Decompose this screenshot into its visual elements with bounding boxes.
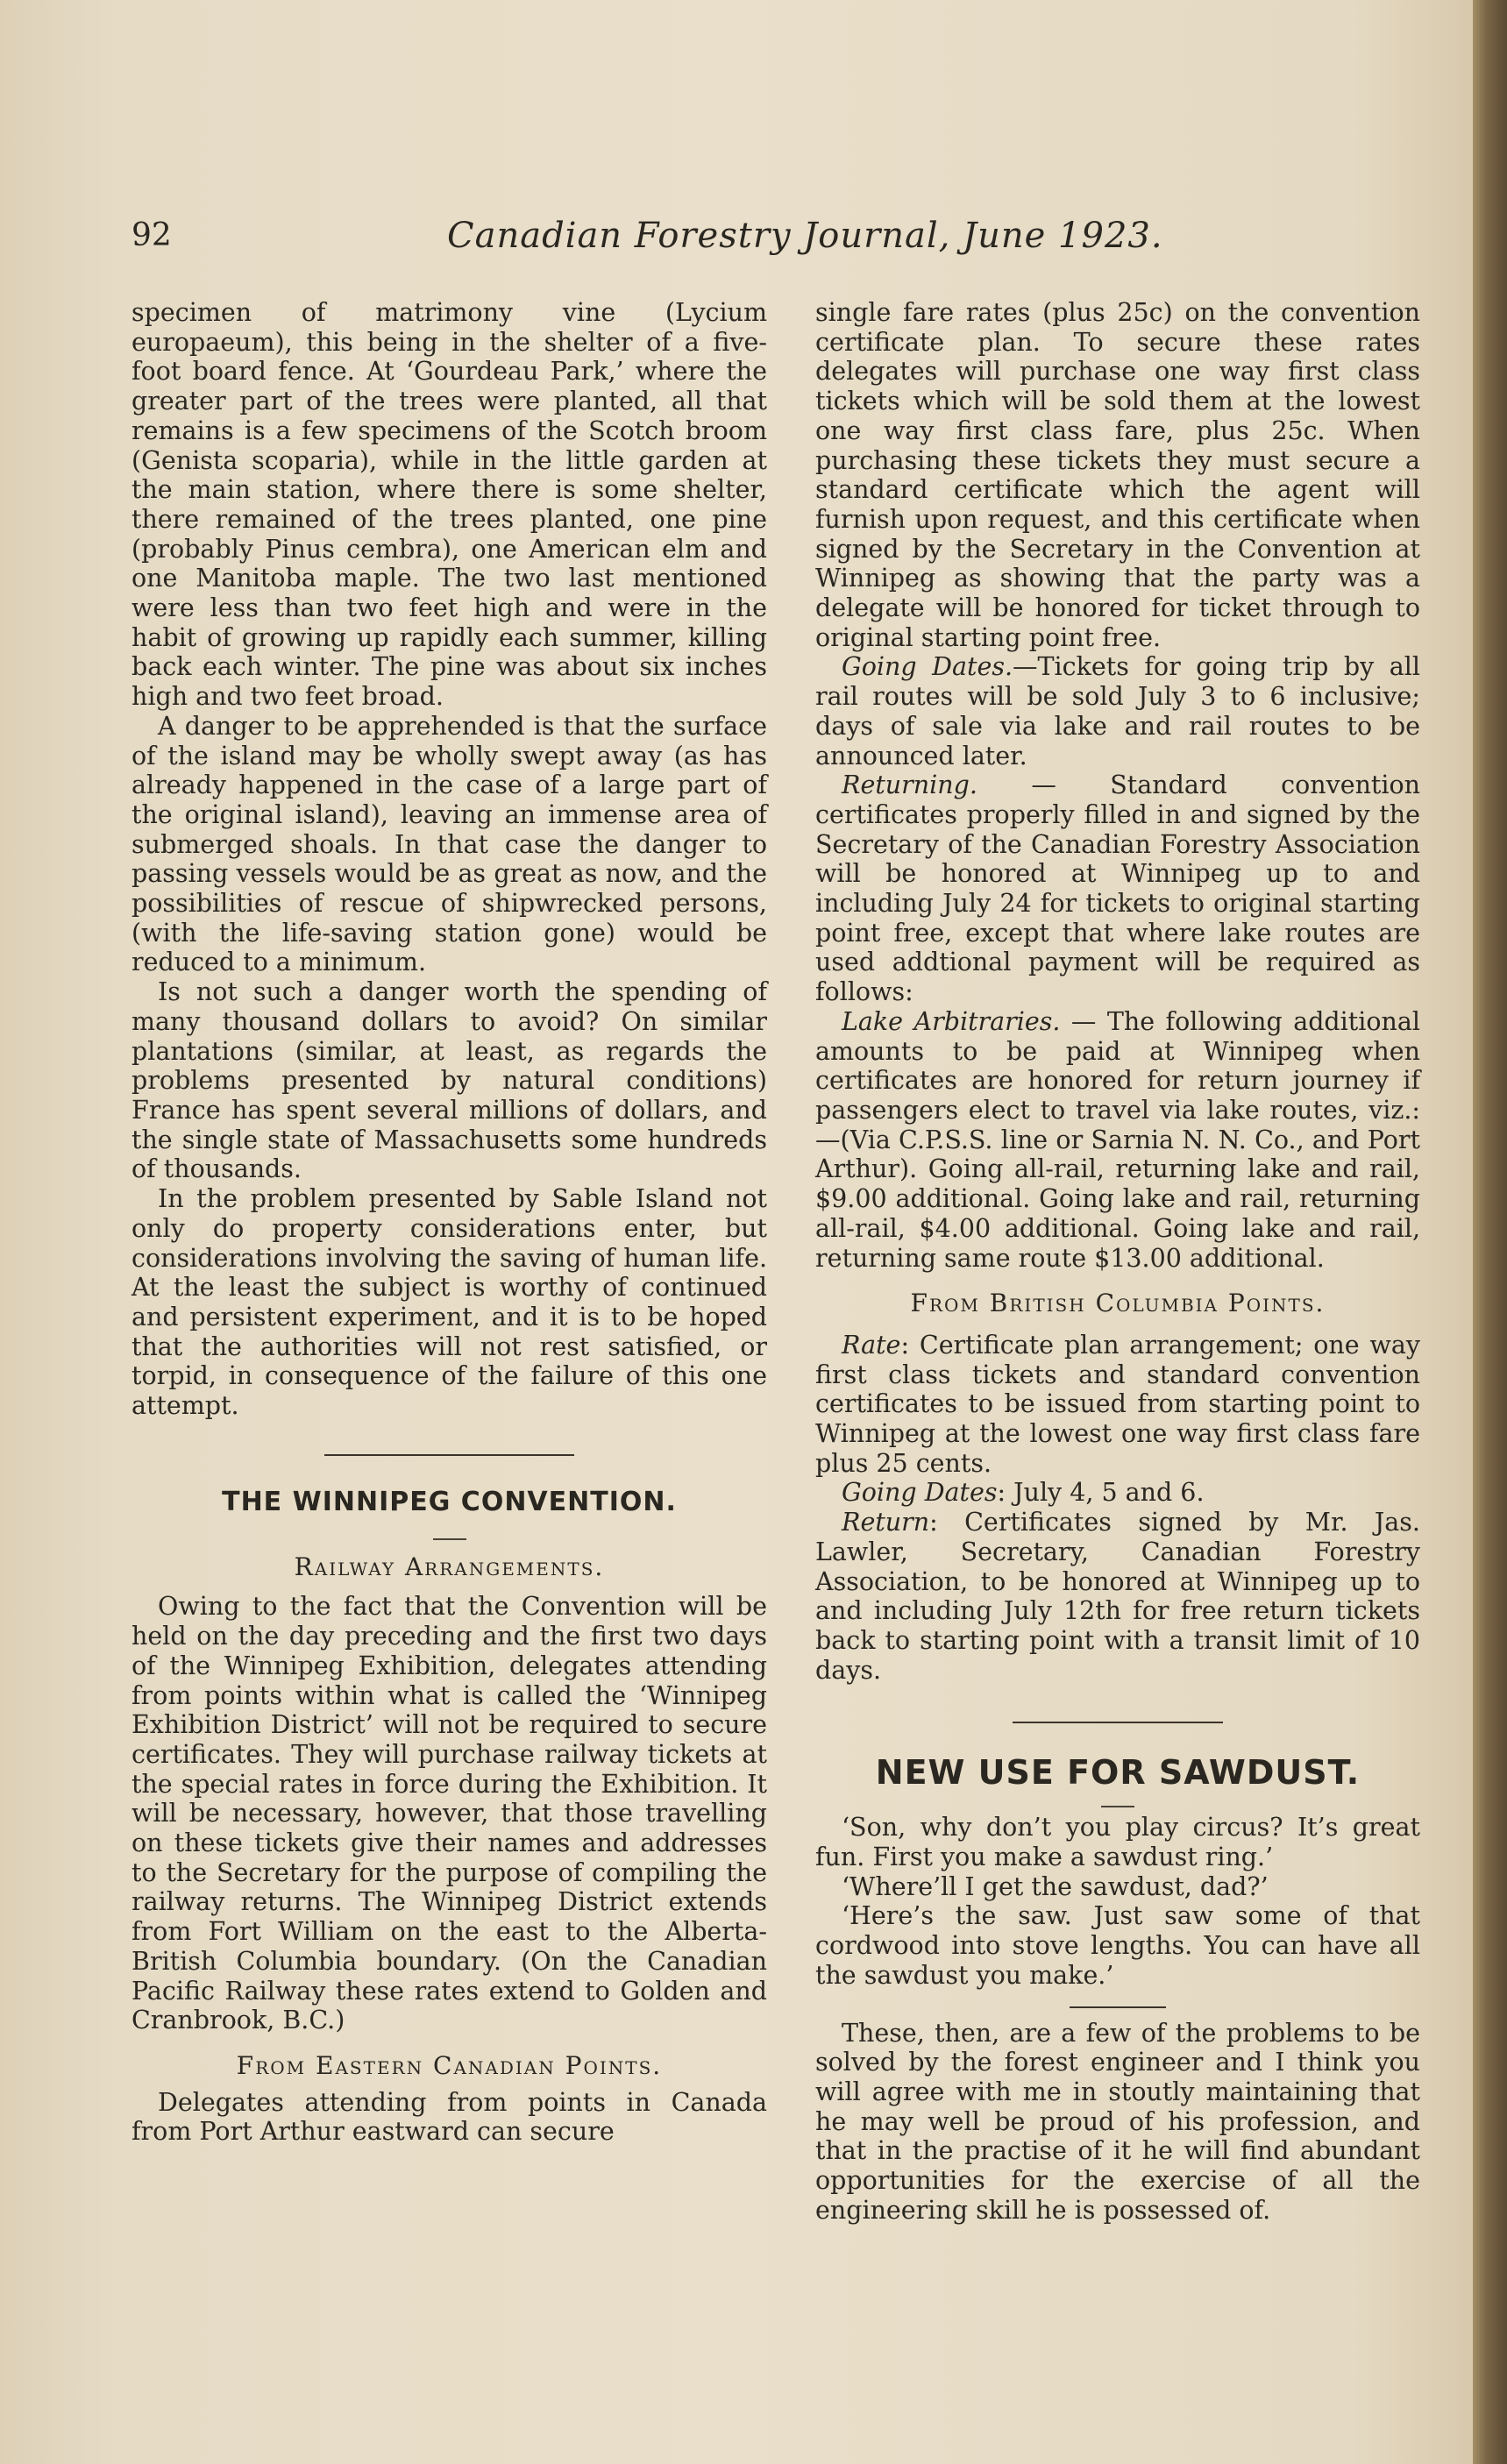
- convention-heading: THE WINNIPEG CONVENTION.: [222, 1486, 677, 1517]
- paragraph: These, then, are a few of the problems to be solved by the forest engineer and I think you will agree with me in stoutly maintaining that he may well be proud of his profession, and that in the practise of it he will find abundant opportunities for the exercise of all the engineering skill he is possessed of.: [815, 2018, 1420, 2225]
- dialogue-line: ‘Here’s the saw. Just saw some of that cordwood into stove lengths. You can have all the sawdust you make.’: [815, 1901, 1420, 1990]
- page-header: [0, 210, 1473, 272]
- paragraph: single fare rates (plus 25c) on the convention certificate plan. To secure these rates delegates will purchase one way first class tickets which will be sold them at the lowest one way first class fare, plus 25c. When purchasing these tickets they must secure a standard certificate which the agent will furnish upon request, and this certificate when signed by the Secretary in the Convention at Winnipeg as showing that the party was a delegate will be honored for ticket through to original starting point free.: [815, 298, 1420, 652]
- paragraph: [815, 1478, 1420, 1508]
- paragraph: [815, 770, 1420, 1007]
- paragraph: Owing to the fact that the Convention will be held on the day preceding and the first two days of the Winnipeg Exhibition, delegates attending from points within what is called the ‘Winnipeg Exhibition District’ will not be required to secure certificates. They will purchase railway tickets at the special rates in force during the Exhibition. It will be necessary, however, that those travelling on these tickets give their names and addresses to the Secretary for the purpose of compiling the railway returns. The Winnipeg District extends from Fort William on the east to the Alberta-British Columbia boundary. (On the Canadian Pacific Railway these rates extend to Golden and Cranbrook, B.C.): [132, 1592, 767, 2035]
- returning-text: — Standard convention certificates properly filled in and signed by the Secretary of the Canadian Forestry Association will be honored at Winnipeg up to and including July 24 for tickets to original starting point free, except that where lake routes are used addtional payment will be required as follows:: [815, 770, 1420, 1007]
- running-title: Canadian Forestry Journal, June 1923.: [447, 216, 1163, 256]
- right-column: [815, 298, 1420, 2225]
- bc-going-label: Going Dates: [842, 1478, 998, 1508]
- going-dates-label: Going Dates.: [842, 652, 1013, 682]
- sawdust-heading: NEW USE FOR SAWDUST.: [875, 1753, 1361, 1793]
- paragraph: [815, 1007, 1420, 1273]
- paragraph: [815, 1508, 1420, 1685]
- paragraph: A danger to be apprehended is that the surface of the island may be wholly swept away (as has already happened in the case of a large part of the original island), leaving an immense area of submerged shoals. In that case the danger to passing vessels would be as great as now, and the possibilities of rescue of shipwrecked persons, (with the life-saving station gone) would be reduced to a minimum.: [132, 711, 767, 977]
- eastern-subheading: From Eastern Canadian Points.: [236, 2050, 663, 2080]
- paragraph: [815, 1331, 1420, 1479]
- rate-text: : Certificate plan arrangement; one way first class tickets and standard convention certificates to be issued from starting point to Winnipeg at the lowest one way first class fare plus 25 cents.: [815, 1330, 1420, 1478]
- page-number: 92: [132, 217, 172, 253]
- paragraph: Is not such a danger worth the spending of many thousand dollars to avoid? On similar plantations (similar, at least, as regards the problems presented by natural conditions) France has spent several millions of dollars, and the single state of Massachusetts some hundreds of thousands.: [132, 977, 767, 1184]
- bc-subheading: From British Columbia Points.: [910, 1289, 1326, 1318]
- return-text: : Certificates signed by Mr. Jas. Lawler, Secretary, Canadian Forestry Association, to be honored at Winnipeg up to and including July 12th for free return tickets back to starting point with a transit limit of 10 days.: [815, 1508, 1420, 1685]
- lake-arbitraries-label: Lake Arbitraries.: [842, 1006, 1061, 1036]
- paragraph: specimen of matrimony vine (Lycium europaeum), this being in the shelter of a five-foot board fence. At ‘Gourdeau Park,’ where the greater part of the trees were planted, all that remains is a few specimens of the Scotch broom (Genista scoparia), while in the little garden at the main station, where there is some shelter, there remained of the trees planted, one pine (probably Pinus cembra), one American elm and one Manitoba maple. The two last mentioned were less than two feet high and were in the habit of growing up rapidly each summer, killing back each winter. The pine was about six inches high and two feet broad.: [132, 298, 767, 712]
- paragraph: In the problem presented by Sable Island not only do property considerations enter, but considerations involving the saving of human life. At the least the subject is worthy of continued and persistent experiment, and it is to be hoped that the authorities will not rest satisfied, or torpid, in consequence of the failure of this one attempt.: [132, 1184, 767, 1421]
- lake-arbitraries-text: — The following additional amounts to be paid at Winnipeg when certificates are honored for return journey if passengers elect to travel via lake routes, viz.:—(Via C.P.S.S. line or Sarnia N. N. Co., and Port Arthur). Going all-rail, returning lake and rail, $9.00 additional. Going lake and rail, returning all-rail, $4.00 additional. Going lake and rail, returning same route $13.00 additional.: [815, 1006, 1420, 1273]
- rate-label: Rate: [842, 1330, 901, 1360]
- book-binding: [1473, 0, 1507, 2464]
- dialogue-line: ‘Son, why don’t you play circus? It’s great fun. First you make a sawdust ring.’: [815, 1813, 1420, 1872]
- bc-going-text: : July 4, 5 and 6.: [997, 1478, 1205, 1508]
- paragraph: Delegates attending from points in Canada from Port Arthur eastward can secure: [132, 2087, 767, 2147]
- paragraph: [815, 652, 1420, 770]
- railway-subheading: Railway Arrangements.: [294, 1552, 605, 1581]
- left-column: [132, 298, 767, 2147]
- dialogue-line: ‘Where’ll I get the sawdust, dad?’: [842, 1871, 1269, 1901]
- returning-label: Returning.: [842, 770, 977, 800]
- going-dates-text: —Tickets for going trip by all rail routes will be sold July 3 to 6 inclusive; days of sale via lake and rail routes to be announced later.: [815, 652, 1420, 770]
- return-label: Return: [842, 1508, 930, 1537]
